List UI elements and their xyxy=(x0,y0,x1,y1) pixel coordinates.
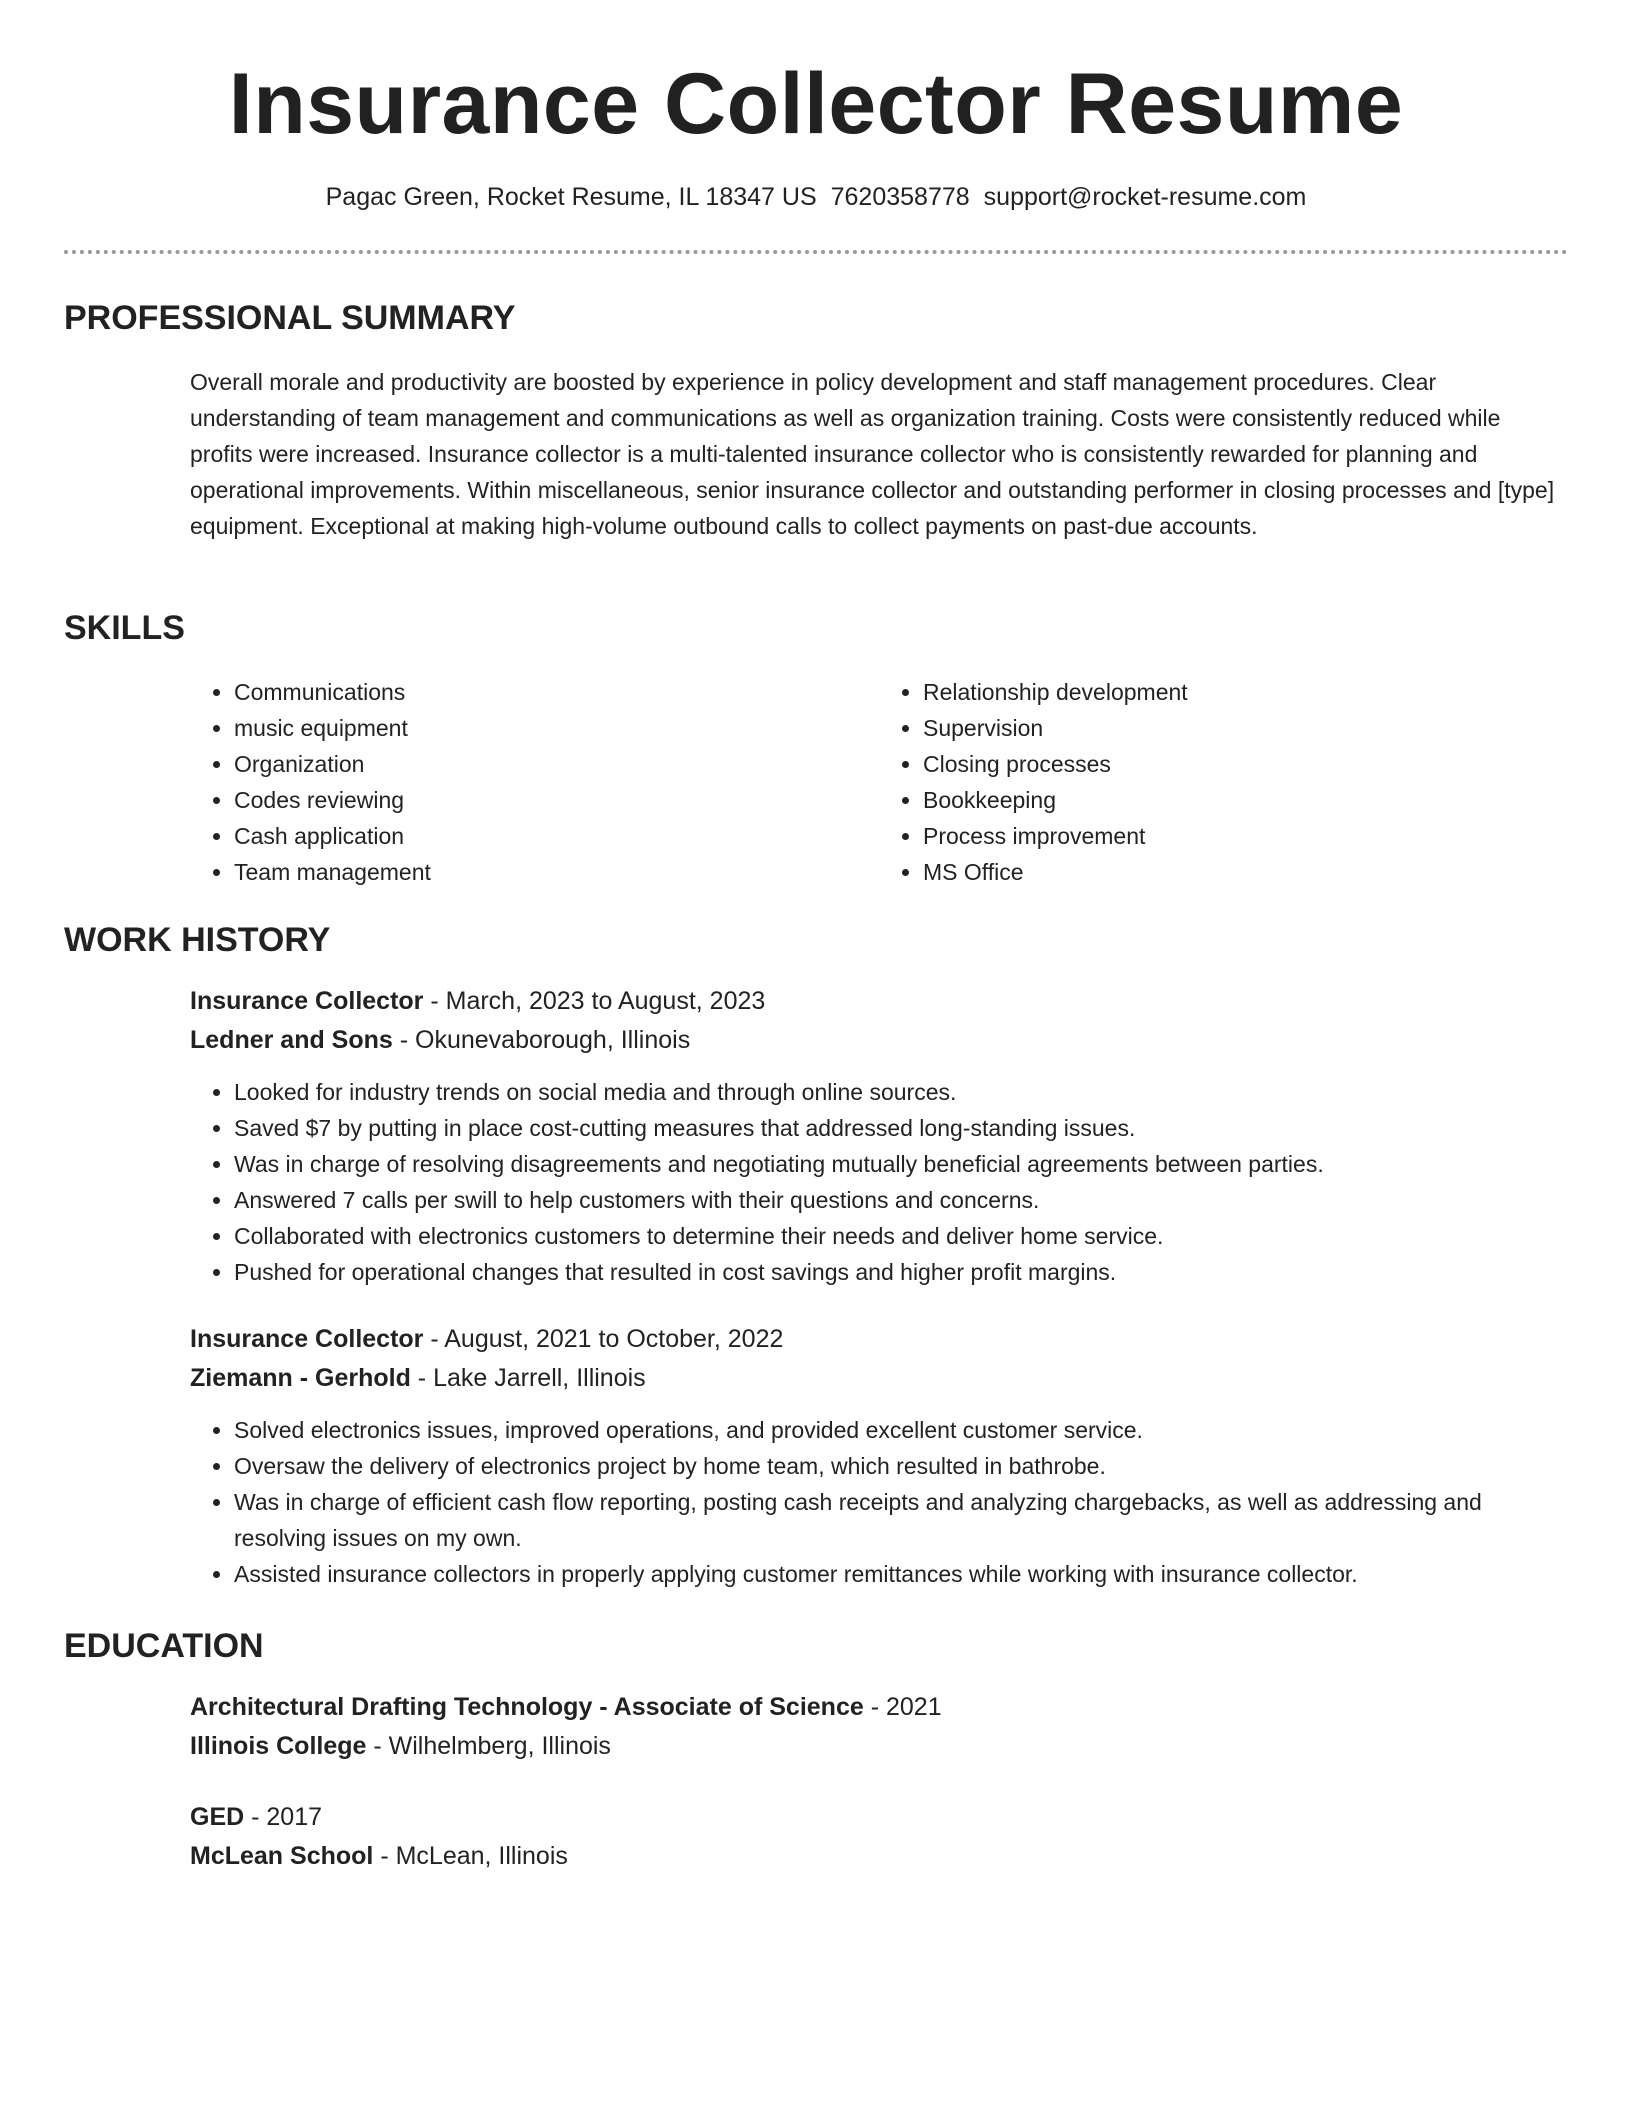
job-company: Ledner and Sons xyxy=(190,1026,393,1054)
education-heading: EDUCATION xyxy=(64,1627,264,1665)
duty-item: • Saved $7 by putting in place cost-cutting measures that addressed long-standing issues. xyxy=(234,1110,1568,1146)
duty-item: • Collaborated with electronics customers to determine their needs and deliver home service. xyxy=(234,1218,1568,1254)
school-location: - Wilhelmberg, Illinois xyxy=(366,1732,611,1760)
duty-item: • Solved electronics issues, improved operations, and provided excellent customer service. xyxy=(234,1412,1568,1448)
duty-item: • Looked for industry trends on social media and through online sources. xyxy=(234,1074,1568,1110)
contact-phone: 7620358778 xyxy=(830,183,970,211)
job-company-line xyxy=(190,1359,1568,1398)
duty-item: • Assisted insurance collectors in properly applying customer remittances while working with insurance collector. xyxy=(234,1556,1568,1592)
job-location: - Lake Jarrell, Illinois xyxy=(410,1364,646,1392)
skill-item: • Organization xyxy=(234,746,879,782)
job-location: - Okunevaborough, Illinois xyxy=(392,1026,691,1054)
education-entry xyxy=(190,1798,1568,1876)
header-divider xyxy=(64,250,1568,254)
skill-item: • MS Office xyxy=(923,854,1568,890)
duty-item: • Was in charge of efficient cash flow reporting, posting cash receipts and analyzing chargebacks, as well as addressing and resolving issues on my own. xyxy=(234,1484,1568,1556)
job-duties xyxy=(190,1074,1568,1290)
job-title: Insurance Collector xyxy=(190,1325,424,1353)
skill-item: • Supervision xyxy=(923,710,1568,746)
skill-item: • Process improvement xyxy=(923,818,1568,854)
job-title: Insurance Collector xyxy=(190,987,424,1015)
skill-item: • Cash application xyxy=(234,818,879,854)
skill-item: • Bookkeeping xyxy=(923,782,1568,818)
school-line xyxy=(190,1837,1568,1876)
job-title-line xyxy=(190,982,1568,1021)
duty-item: • Was in charge of resolving disagreements and negotiating mutually beneficial agreements between parties. xyxy=(234,1146,1568,1182)
summary-text: Overall morale and productivity are boosted by experience in policy development and staff management procedures. Clear understanding of team management and communications as well as organization training. Costs were consistently reduced while profits were increased. Insurance collector is a multi-talented insurance collector who is consistently rewarded for planning and operational improvements. Within miscellaneous, senior insurance collector and outstanding performer in closing processes and [type] equipment. Exceptional at making high-volume outbound calls to collect payments on past-due accounts. xyxy=(190,369,1555,539)
duty-item: • Pushed for operational changes that resulted in cost savings and higher profit margins. xyxy=(234,1254,1568,1290)
degree: GED xyxy=(190,1803,245,1831)
job-company-line xyxy=(190,1021,1568,1060)
job-company: Ziemann - Gerhold xyxy=(190,1364,411,1392)
skill-item: • Relationship development xyxy=(923,674,1568,710)
skills-list xyxy=(190,674,1568,890)
education-entry xyxy=(190,1688,1568,1766)
job-dates: - August, 2021 to October, 2022 xyxy=(423,1325,784,1353)
school: McLean School xyxy=(190,1842,374,1870)
job-title-line xyxy=(190,1320,1568,1359)
skill-item: • Team management xyxy=(234,854,879,890)
school: Illinois College xyxy=(190,1732,367,1760)
school-location: - McLean, Illinois xyxy=(373,1842,568,1870)
skill-item: • Closing processes xyxy=(923,746,1568,782)
degree: Architectural Drafting Technology - Associate of Science xyxy=(190,1693,864,1721)
work-heading: WORK HISTORY xyxy=(64,921,331,959)
skills-column-right xyxy=(879,674,1568,890)
school-line xyxy=(190,1727,1568,1766)
skill-item: • music equipment xyxy=(234,710,879,746)
summary-heading: PROFESSIONAL SUMMARY xyxy=(64,299,516,337)
degree-year: - 2017 xyxy=(244,1803,323,1831)
duty-item: • Answered 7 calls per swill to help customers with their questions and concerns. xyxy=(234,1182,1568,1218)
degree-year: - 2021 xyxy=(863,1693,942,1721)
degree-line xyxy=(190,1688,1568,1727)
degree-line xyxy=(190,1798,1568,1837)
contact-line xyxy=(64,180,1568,214)
summary-block xyxy=(190,364,1568,544)
resume-title: Insurance Collector Resume xyxy=(228,56,1404,152)
job-duties xyxy=(190,1412,1568,1592)
contact-email[interactable]: support@rocket-resume.com xyxy=(983,183,1307,211)
job-entry xyxy=(190,1320,1568,1592)
skills-column-left xyxy=(190,674,879,890)
contact-address: Pagac Green, Rocket Resume, IL 18347 US xyxy=(325,183,817,211)
skills-heading: SKILLS xyxy=(64,609,185,647)
duty-item: • Oversaw the delivery of electronics project by home team, which resulted in bathrobe. xyxy=(234,1448,1568,1484)
skill-item: • Communications xyxy=(234,674,879,710)
job-dates: - March, 2023 to August, 2023 xyxy=(423,987,766,1015)
skill-item: • Codes reviewing xyxy=(234,782,879,818)
job-entry xyxy=(190,982,1568,1290)
